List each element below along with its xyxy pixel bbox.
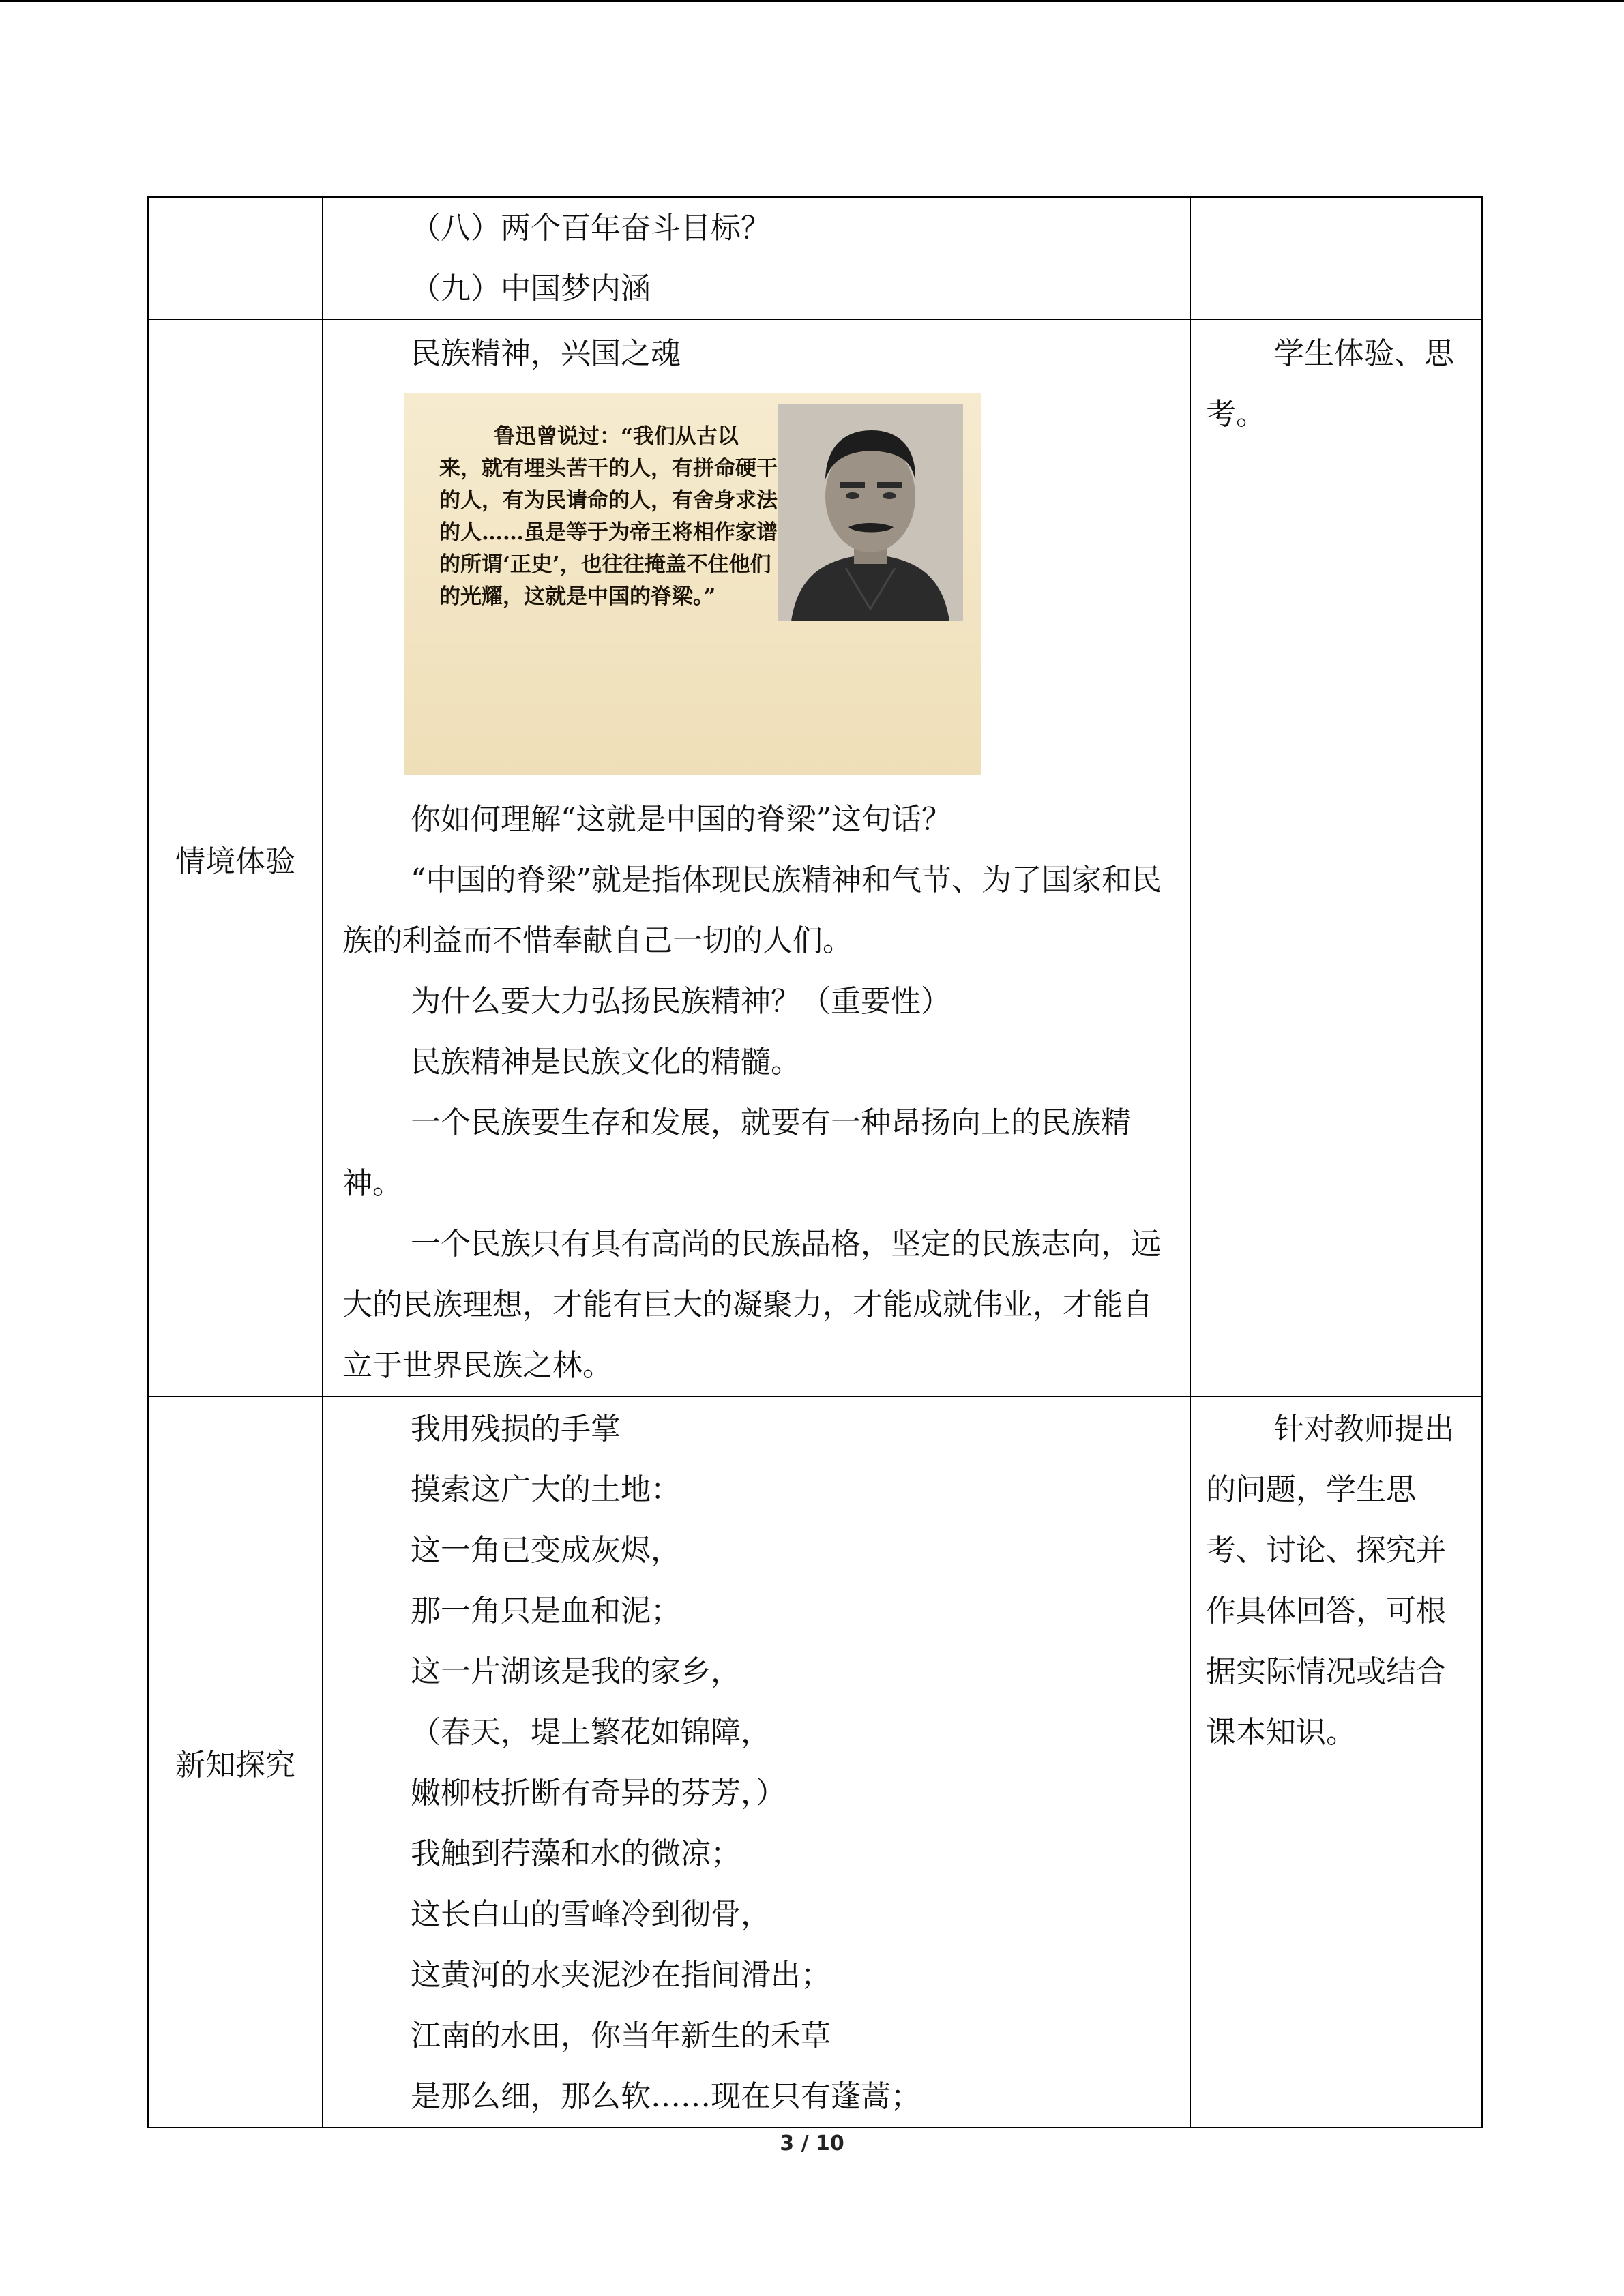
teaching-note: 针对教师提出的问题，学生思考、讨论、探究并作具体回答，可根据实际情况或结合课本知识。 — [1206, 1412, 1454, 1750]
note-cell — [1190, 197, 1482, 320]
poem-line: 我触到荇藻和水的微凉； — [411, 1836, 741, 1871]
lu-xun-quote-figure — [404, 393, 981, 775]
content-cell — [323, 197, 1190, 320]
poem-line: （春天，堤上繁花如锦障， — [411, 1715, 771, 1750]
paragraph: 一个民族只有具有高尚的民族品格，坚定的民族志向，远大的民族理想，才能有巨大的凝聚力，才能成就伟业，才能自立于世界民族之林。 — [342, 1227, 1161, 1383]
poem-line: 这一片湖该是我的家乡， — [411, 1654, 741, 1689]
row-label: 情境体验 — [148, 320, 323, 1397]
row-label — [148, 197, 323, 320]
table-row — [148, 197, 1482, 320]
row-label: 新知探究 — [148, 1397, 323, 2128]
poem-line: 这黄河的水夹泥沙在指间滑出； — [411, 1958, 831, 1993]
poem-line: 这一角已变成灰烬， — [411, 1533, 681, 1568]
poem-line: 嫩柳枝折断有奇异的芬芳，） — [411, 1776, 786, 1810]
content-cell — [323, 1397, 1190, 2128]
section-heading: 民族精神，兴国之魂 — [411, 336, 681, 371]
poem-line: 摸索这广大的土地： — [411, 1472, 681, 1507]
lesson-plan-table — [147, 196, 1483, 2128]
content-line: （九）中国梦内涵 — [411, 271, 651, 306]
poem-line: 江南的水田，你当年新生的禾草 — [411, 2018, 831, 2053]
paragraph: 为什么要大力弘扬民族精神？（重要性） — [411, 984, 951, 1019]
teaching-note: 学生体验、思考。 — [1206, 336, 1454, 432]
table-row — [148, 320, 1482, 1397]
note-cell — [1190, 1397, 1482, 2128]
lu-xun-quote — [439, 421, 780, 613]
content-cell — [323, 320, 1190, 1397]
poem-line: 我用残损的手掌 — [411, 1412, 621, 1446]
poem-line: 这长白山的雪峰冷到彻骨， — [411, 1897, 771, 1932]
top-border-line — [0, 0, 1624, 2]
note-cell — [1190, 320, 1482, 1397]
paragraph: 一个民族要生存和发展，就要有一种昂扬向上的民族精神。 — [342, 1105, 1131, 1201]
poem-line: 那一角只是血和泥； — [411, 1594, 681, 1628]
paragraph: 民族精神是民族文化的精髓。 — [411, 1045, 801, 1079]
paragraph: “中国的脊梁”就是指体现民族精神和气节、为了国家和民族的利益而不惜奉献自己一切的人们。 — [342, 863, 1162, 958]
lu-xun-portrait — [778, 404, 963, 621]
content-line: （八）两个百年奋斗目标？ — [411, 211, 771, 245]
quote-text: 鲁迅曾说过：“我们从古以来，就有埋头苦干的人，有拼命硬干的人，有为民请命的人，有舍身求法的人……虽是等于为帝王将相作家谱的所谓‘正史’，也往往掩盖不住他们的光耀，这就是中国的脊梁。” — [439, 424, 778, 609]
table-row — [148, 1397, 1482, 2128]
paragraph: 你如何理解“这就是中国的脊梁”这句话？ — [411, 802, 951, 837]
page-number: 3 / 10 — [780, 2132, 844, 2156]
poem-line: 是那么细，那么软……现在只有蓬蒿； — [411, 2079, 921, 2114]
portrait-image — [778, 404, 963, 621]
